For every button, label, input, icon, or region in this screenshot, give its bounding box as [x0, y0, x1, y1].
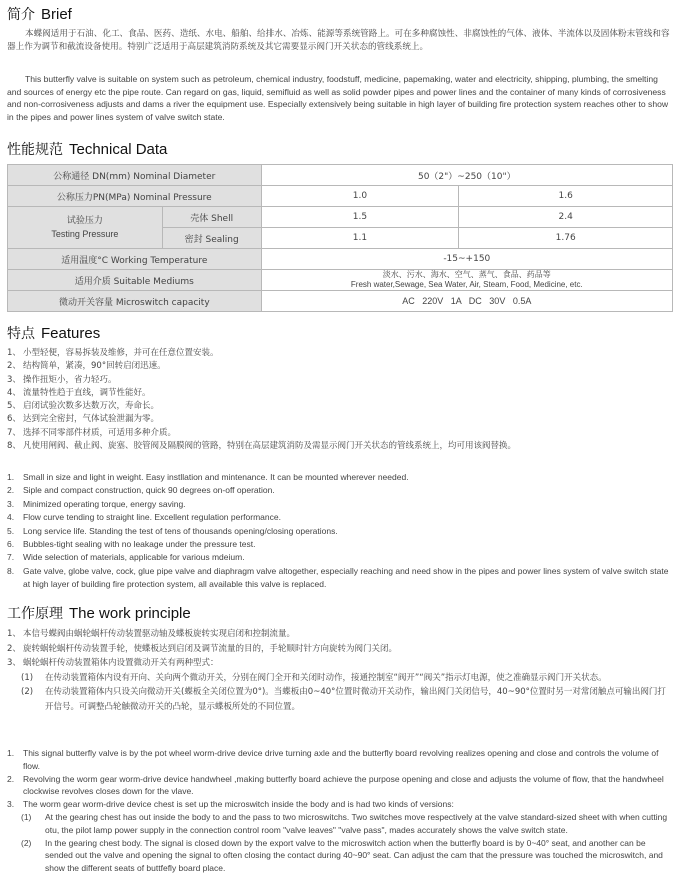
- technical-title-cn: 性能规范: [7, 142, 63, 158]
- list-item: 6、 达到完全密封，气体试验泄漏为零。: [7, 414, 160, 425]
- features-title-en: Features: [41, 325, 101, 342]
- brief-paragraph-en: This butterfly valve is suitable on system such as petroleum, chemical industry, foodstuff, medicine, papemaking, water and electricity, shipping, plumbing, the smelting and sources of energy etc the pipe route. Can regard on gas, liquid, semifluid as well as solid powder pipes and power lines and the container of many kinds of corrosiveness and non-corrosiveness adjusts and dams a river the equipment use. Especially extensively being suitable in high layer of building fire protection system reaches other to show in the pipes and power lines system of valve switch state.: [7, 74, 669, 122]
- features-title-cn: 特点: [7, 326, 35, 342]
- working-temperature-value: -15~+150: [261, 249, 672, 270]
- list-item: 8. Gate valve, globe valve, cock, glue pipe valve and diaphragm valve altogether, especially reaching and need show in the pipes and power lines system of valve switch state at high layer of building fire protection system, all available this valve is replaced.: [7, 565, 669, 590]
- table-row: [8, 270, 673, 291]
- list-item: 2、 结构简单，紧凑，90°回转启闭迅速。: [7, 361, 166, 372]
- features-list-en: [7, 471, 673, 592]
- shell-label: 壳体 Shell: [162, 207, 261, 228]
- list-item: 2. Siple and compact construction, quick 90 degrees on-off operation.: [7, 485, 275, 496]
- list-item: 5、 启闭试验次数多达数万次，寿命长。: [7, 401, 160, 412]
- technical-heading: [7, 139, 167, 159]
- list-item: 1、 本信号蝶阀由蜗轮蜗杆传动装置驱动轴及蝶板旋转实现启闭和控制流量。: [7, 629, 296, 639]
- features-heading: [7, 323, 100, 343]
- table-row: [8, 291, 673, 312]
- list-item: 5. Long service life. Standing the test of tens of thousands opening/closing operations.: [7, 525, 338, 536]
- sealing-label: 密封 Sealing: [162, 228, 261, 249]
- shell-value-2: 2.4: [459, 207, 673, 228]
- suitable-mediums-value: [261, 270, 672, 291]
- work-principle-title-en: The work principle: [69, 605, 191, 622]
- nominal-pressure-label: 公称压力PN(MPa) Nominal Pressure: [8, 186, 262, 207]
- microswitch-capacity-value: AC 220V 1A DC 30V 0.5A: [261, 291, 672, 312]
- list-item: (2) In the gearing chest body. The signal is closed down by the export valve to the microswitch action when the butterfly board is by 0~40° seat, and another can be sended out the valve and opening the signal to often closing the contact during 40~90° seat. Can adjust the cam that the pressure was touched the microswitch, and show the different seats of buttfefly board place.: [21, 837, 663, 874]
- work-principle-en: [7, 747, 673, 875]
- list-item: 7、 选择不同零部件材质，可适用多种介质。: [7, 427, 177, 438]
- sealing-value-2: 1.76: [459, 228, 673, 249]
- list-item: 1. Small in size and light in weight. Easy instllation and mintenance. It can be mounted wherever needed.: [7, 472, 409, 482]
- table-row: [8, 207, 673, 228]
- list-item: 1、 小型轻便，容易拆装及维修，并可在任意位置安装。: [7, 348, 219, 358]
- features-list-cn: [7, 347, 673, 453]
- list-item: (2) 在传动装置箱体内只设关向微动开关(蝶板全关闭位置为0°)。当蝶板由0~40°位置时微动开关动作，输出阀门关闭信号，40~90°位置时另一对常闭触点可输出阀门打开信号。可调整凸轮触微动开关的凸轮，显示蝶板所处的不同位置。: [21, 687, 666, 712]
- table-row: [8, 249, 673, 270]
- technical-title-en: Technical Data: [69, 141, 168, 158]
- nominal-diameter-label: 公称通径 DN(mm) Nominal Diameter: [8, 165, 262, 186]
- brief-heading: [7, 4, 72, 24]
- technical-data-table: [7, 164, 673, 312]
- suitable-mediums-value-cn: 淡水、污水、海水、空气、蒸气、食品、药品等: [382, 270, 551, 279]
- brief-paragraph-cn: 本蝶阀适用于石油、化工、食品、医药、造纸、水电、船舶、给排水、冶炼、能源等系统管路上。可在多种腐蚀性、非腐蚀性的气体、液体、半流体以及固体粉末管线和容器上作为调节和截流设备使用。特别广泛适用于高层建筑消防系统及其它需要显示阀门开关状态的管线系统上。: [7, 29, 670, 52]
- list-item: 2. Revolving the worm gear worm-drive device handwheel ,making butterfly board achieve the purpose opening and close and adjusts the volume of flow, that the handwheel clockwise revolves closes down for the vlave.: [7, 773, 664, 797]
- table-row: [8, 186, 673, 207]
- sealing-value-1: 1.1: [261, 228, 459, 249]
- suitable-mediums-value-en: Fresh water,Sewage, Sea Water, Air, Steam, Food, Medicine, etc.: [350, 280, 583, 289]
- list-item: 3、 蜗轮蜗杆传动装置箱体内设置微动开关有两种型式：: [7, 658, 219, 668]
- list-item: 3、 操作扭矩小，省力轻巧。: [7, 374, 117, 385]
- list-item: 4. Flow curve tending to straight line. Excellent regulation performance.: [7, 512, 281, 523]
- work-principle-cn: [7, 627, 673, 714]
- testing-pressure-label-en: Testing Pressure: [51, 228, 119, 239]
- table-row: [8, 165, 673, 186]
- work-principle-heading: [7, 603, 191, 623]
- list-item: (1) At the gearing chest has out inside the body to and the pass to two microswitchs. Two switches move respectively at the valve standard-sized sheet with when cutting otu, the pilot lamp power supply in the connection control room "valve leaves" "valve pass", mades accurately shows the valve switch state.: [21, 811, 668, 835]
- list-item: 1. This signal butterfly valve is by the pot wheel worm-drive device drive turning axle and the butterfly board revolving realizes opening and close and controls the volume of flow.: [7, 748, 659, 771]
- list-item: 8、 凡使用闸阀、截止阀、旋塞、胶管阀及隔膜阀的管路，特别在高层建筑消防及需显示阀门开关状态的管线系统上，均可用该阀替换。: [7, 441, 517, 452]
- list-item: 3. Minimized operating torque, energy saving.: [7, 498, 186, 509]
- list-item: 7. Wide selection of materials, applicable for various mdeium.: [7, 552, 245, 563]
- nominal-pressure-value-2: 1.6: [459, 186, 673, 207]
- list-item: 6. Bubbles-tight sealing with no leakage under the pressure test.: [7, 539, 256, 550]
- shell-value-1: 1.5: [261, 207, 459, 228]
- testing-pressure-label-cn: 试验压力: [66, 215, 103, 226]
- list-item: 2、 旋转蜗轮蜗杆传动装置手轮，使蝶板达到启闭及调节流量的目的，手轮顺时针方向旋转为阀门关闭。: [7, 643, 398, 654]
- brief-title-en: Brief: [41, 6, 72, 23]
- work-principle-title-cn: 工作原理: [7, 606, 63, 622]
- testing-pressure-label: [8, 207, 163, 249]
- brief-title-cn: 简介: [7, 7, 35, 23]
- nominal-pressure-value-1: 1.0: [261, 186, 459, 207]
- microswitch-capacity-label: 微动开关容量 Microswitch capacity: [8, 291, 262, 312]
- list-item: (1) 在传动装置箱体内设有开向、关向两个微动开关，分别在阀门全开和关闭时动作，接通控制室“阀开”“阀关”指示灯电源，使之准确显示阀门开关状态。: [21, 672, 607, 683]
- list-item: 4、 流量特性趋于直线，调节性能好。: [7, 387, 151, 398]
- suitable-mediums-label: 适用介质 Suitable Mediums: [8, 270, 262, 291]
- nominal-diameter-value: 50（2"）~250（10"）: [261, 165, 672, 186]
- list-item: 3. The worm gear worm-drive device chest is set up the microswitch inside the body and is had two kinds of versions:: [7, 799, 454, 810]
- working-temperature-label: 适用温度°C Working Temperature: [8, 249, 262, 270]
